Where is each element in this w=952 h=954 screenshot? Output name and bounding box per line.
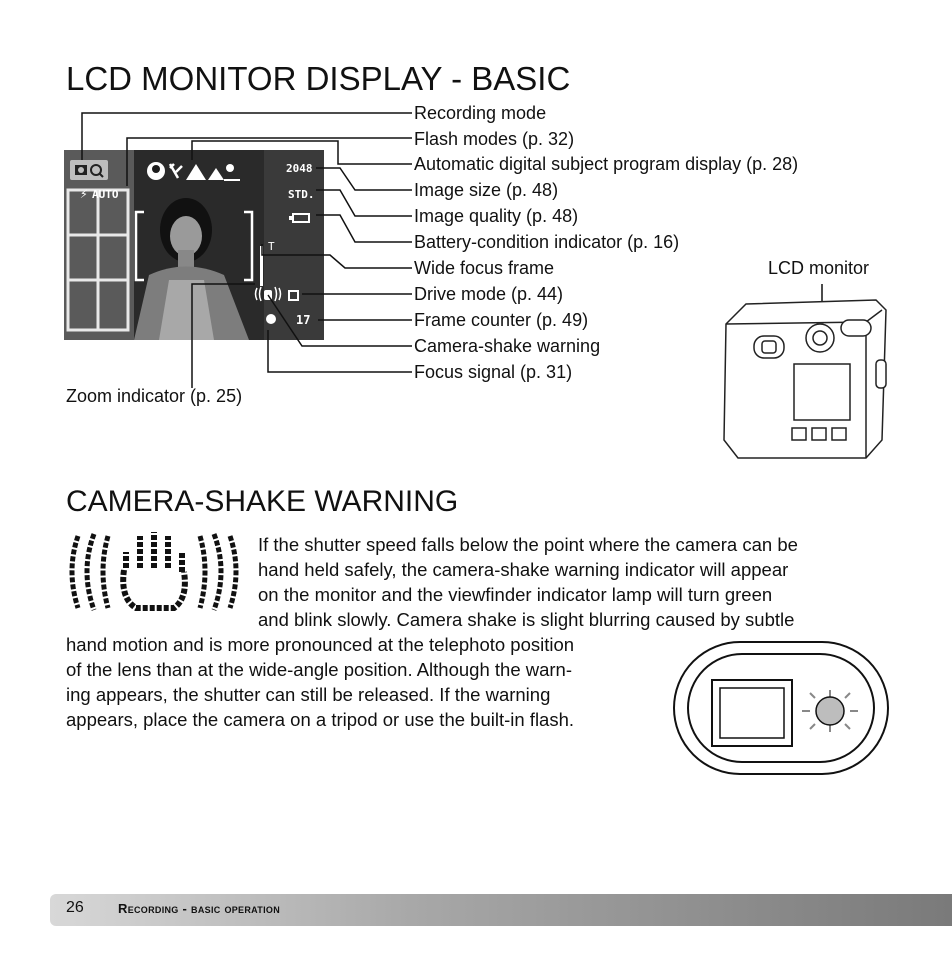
callout-focus-signal: Focus signal (p. 31) xyxy=(414,362,573,382)
text-line: appears, place the camera on a tripod or use the built-in flash. xyxy=(66,709,575,730)
shake-paragraph-wrapped xyxy=(258,532,898,632)
callout-lcd-monitor: LCD monitor xyxy=(768,258,870,278)
camera-shake-warning-icon xyxy=(64,528,244,614)
indicator-lamp xyxy=(816,697,844,725)
callout-subject-program: Automatic digital subject program display (p. 28) xyxy=(414,154,799,174)
callout-image-quality: Image quality (p. 48) xyxy=(414,206,579,226)
footer-section-name: Recording - basic operation xyxy=(118,901,280,916)
callout-drive-mode: Drive mode (p. 44) xyxy=(414,284,564,304)
callout-wide-focus-frame: Wide focus frame xyxy=(414,258,555,278)
callout-camera-shake: Camera-shake warning xyxy=(414,336,601,356)
image-quality-value: STD. xyxy=(288,188,315,201)
frame-counter-value: 17 xyxy=(296,313,311,327)
section-title-lcd-display: LCD MONITOR DISPLAY - BASIC xyxy=(66,60,571,97)
viewfinder-lamp-illustration xyxy=(672,640,892,778)
flash-icon: ⚡ xyxy=(80,187,88,202)
section-title-camera-shake: CAMERA-SHAKE WARNING xyxy=(66,485,459,518)
flash-mode-value: AUTO xyxy=(92,188,119,201)
callout-battery: Battery-condition indicator (p. 16) xyxy=(414,232,680,252)
callout-zoom-indicator: Zoom indicator (p. 25) xyxy=(66,386,243,406)
text-line: on the monitor and the viewfinder indicator lamp will turn green xyxy=(258,584,773,605)
zoom-tele-label: T xyxy=(268,240,275,253)
text-line: of the lens than at the wide-angle position. Although the warn- xyxy=(66,659,573,680)
text-line: ing appears, the shutter can still be released. If the warning xyxy=(66,684,551,705)
text-line: If the shutter speed falls below the point where the camera can be xyxy=(258,534,798,555)
callout-recording-mode: Recording mode xyxy=(414,103,547,123)
camera-back-illustration xyxy=(716,290,892,460)
callout-image-size: Image size (p. 48) xyxy=(414,180,559,200)
callout-frame-counter: Frame counter (p. 49) xyxy=(414,310,589,330)
image-size-value: 2048 xyxy=(286,162,313,175)
page-number: 26 xyxy=(66,899,84,916)
text-line: hand motion and is more pronounced at the telephoto position xyxy=(66,634,575,655)
callout-flash-modes: Flash modes (p. 32) xyxy=(414,129,575,149)
text-line: hand held safely, the camera-shake warning indicator will appear xyxy=(258,559,789,580)
text-line: and blink slowly. Camera shake is slight blurring caused by subtle xyxy=(258,609,795,630)
shake-paragraph-continued xyxy=(66,632,666,732)
